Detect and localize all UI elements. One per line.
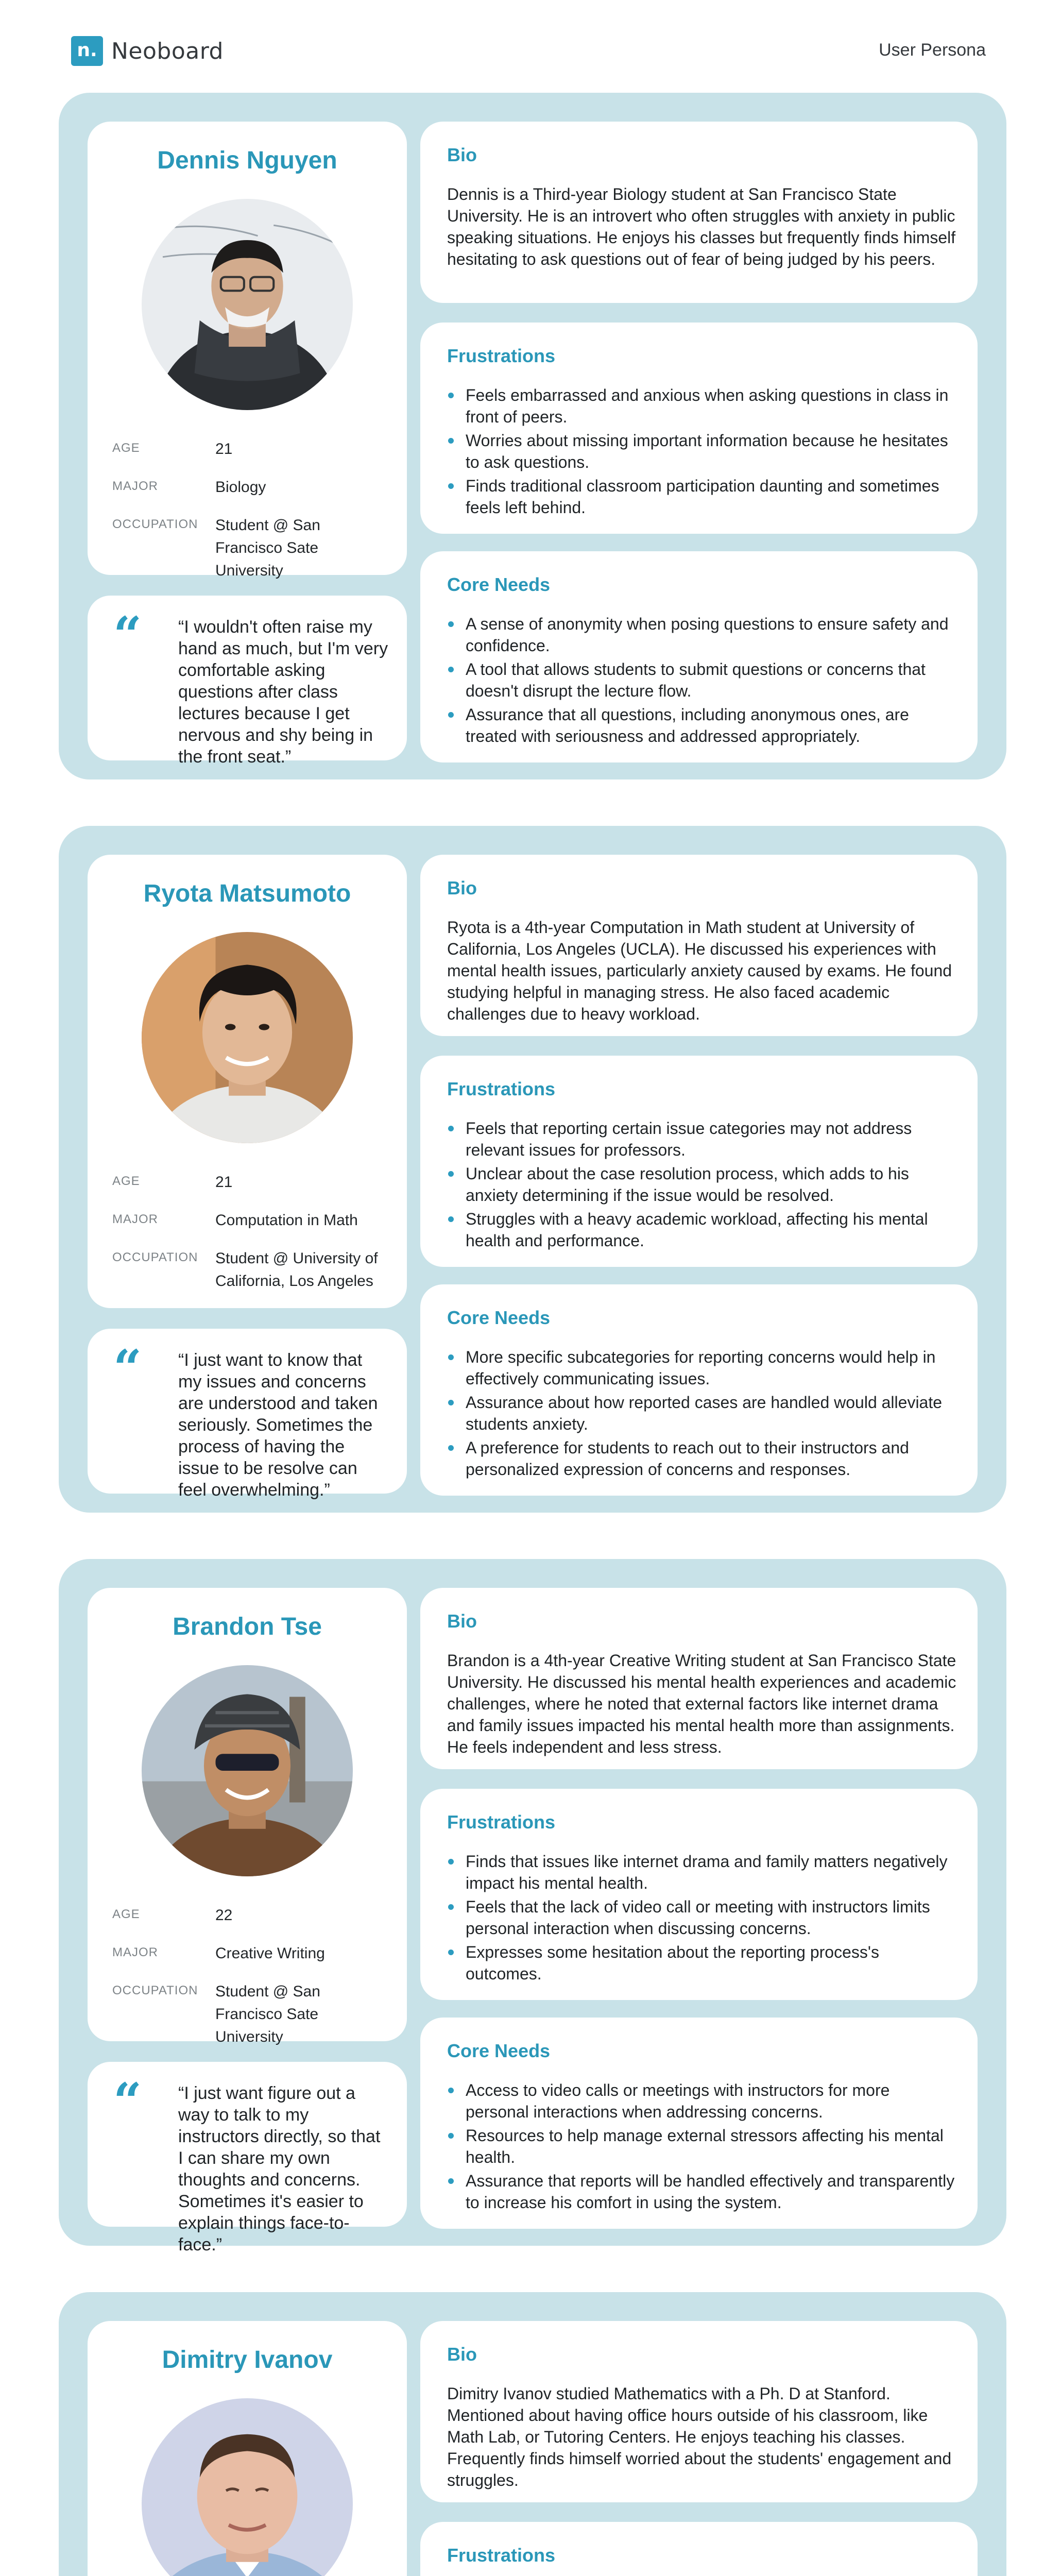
bio-card: [420, 122, 978, 303]
logo-mark-icon: n.: [71, 36, 103, 66]
frustrations-list: [447, 1117, 957, 1253]
neoboard-logo[interactable]: [71, 36, 224, 66]
quote-card: [88, 1329, 407, 1500]
persona-name: Brandon Tse: [173, 1613, 322, 1640]
persona-name: Ryota Matsumoto: [143, 880, 351, 907]
bio-card: [420, 855, 978, 1036]
bio-heading: Bio: [447, 2344, 477, 2365]
core-needs-card: [420, 2018, 978, 2229]
frustrations-list: [447, 1851, 957, 1987]
frustrations-card: [420, 1789, 978, 2000]
frustrations-card: [420, 1056, 978, 1267]
age-label: AGE: [112, 441, 140, 455]
bio-text: Dimitry Ivanov studied Mathematics with a Ph. D at Stanford. Mentioned about having office hours outside of his classroom, like Math Lab, or Tutoring Centers. He enjoys teaching his classes. Frequently finds himself worried about the students' engagement and struggles.: [447, 2384, 952, 2489]
avatar-photo: [142, 199, 353, 410]
list-item: Finds that issues like internet drama and family matters negatively impact his mental health.: [447, 1851, 957, 1894]
age-label: AGE: [112, 1907, 140, 1921]
logo-text: Neoboard: [111, 38, 224, 64]
core-needs-list: [447, 613, 957, 749]
list-item: Finds traditional classroom participation daunting and sometimes feels left behind.: [447, 475, 957, 518]
persona-panel-ryota: [59, 826, 1006, 1513]
age-value: 21: [215, 440, 233, 457]
persona-facts: [112, 1171, 390, 1308]
core-needs-card: [420, 1284, 978, 1496]
avatar-photo: [142, 2398, 353, 2576]
list-item: More specific subcategories for reporting concerns would help in effectively communicating issues.: [447, 1346, 957, 1389]
occupation-value: Student @ San Francisco Sate University: [215, 1983, 320, 2045]
persona-facts: [112, 1904, 390, 2064]
frustrations-card: [420, 2522, 978, 2576]
profile-card: [88, 122, 407, 579]
page-label: User Persona: [879, 40, 986, 60]
major-value: Creative Writing: [215, 1945, 325, 1962]
list-item: Unclear about the case resolution process, which adds to his anxiety determining if the issue would be resolved.: [447, 1163, 957, 1206]
persona-panel-dennis: [59, 93, 1006, 779]
profile-card: [88, 2321, 407, 2576]
age-value: 22: [215, 1907, 233, 1924]
list-item: Resources to help manage external stressors affecting his mental health.: [447, 2125, 957, 2168]
core-needs-heading: Core Needs: [447, 574, 551, 595]
list-item: Assurance about how reported cases are handled would alleviate students anxiety.: [447, 1392, 957, 1435]
avatar-photo: [142, 932, 353, 1143]
bio-text: Ryota is a 4th-year Computation in Math student at University of California, Los Angeles (UCLA). He discussed his experiences with mental health issues, particularly anxiety caused by exams. He found studying helpful in managing stress. He also faced academic challenges due to heavy workload.: [447, 918, 952, 1023]
quote-icon: “: [113, 2072, 142, 2130]
core-needs-heading: Core Needs: [447, 2040, 551, 2061]
list-item: Access to video calls or meetings with instructors for more personal interactions when addressing concerns.: [447, 2079, 957, 2123]
quote-icon: “: [113, 1339, 142, 1397]
top-header: [0, 0, 1061, 93]
core-needs-list: [447, 2079, 957, 2215]
bio-card: [420, 1588, 978, 1769]
persona-facts: [112, 438, 390, 598]
occupation-label: OCCUPATION: [112, 1984, 198, 1997]
list-item: Feels embarrassed and anxious when asking questions in class in front of peers.: [447, 384, 957, 428]
bio-text: Dennis is a Third-year Biology student at San Francisco State University. He is an introvert who often struggles with anxiety in public speaking situations. He enjoys his classes but frequently finds himself hesitating to ask questions out of fear of being judged by his peers.: [447, 185, 956, 268]
major-label: MAJOR: [112, 479, 158, 493]
list-item: Assurance that all questions, including anonymous ones, are treated with seriousness and addressed appropriately.: [447, 704, 957, 747]
frustrations-list: [447, 384, 957, 520]
major-label: MAJOR: [112, 1945, 158, 1959]
persona-panel-dimitry: [59, 2292, 1006, 2576]
list-item: Assurance that reports will be handled effectively and transparently to increase his comfort in using the system.: [447, 2170, 957, 2213]
core-needs-card: [420, 551, 978, 762]
age-value: 21: [215, 1174, 233, 1191]
avatar-photo: [142, 1665, 353, 1876]
major-value: Computation in Math: [215, 1212, 358, 1229]
list-item: A tool that allows students to submit questions or concerns that doesn't disrupt the lecture flow.: [447, 658, 957, 702]
list-item: Struggles with a heavy academic workload, affecting his mental health and performance.: [447, 1208, 957, 1251]
persona-name: Dimitry Ivanov: [162, 2346, 333, 2374]
frustrations-heading: Frustrations: [447, 1078, 556, 1099]
frustrations-heading: Frustrations: [447, 345, 556, 366]
list-item: Feels that reporting certain issue categories may not address relevant issues for professors.: [447, 1117, 957, 1161]
occupation-label: OCCUPATION: [112, 517, 198, 531]
frustrations-heading: Frustrations: [447, 2545, 556, 2566]
list-item: A sense of anonymity when posing questions to ensure safety and confidence.: [447, 613, 957, 656]
list-item: Expresses some hesitation about the reporting process's outcomes.: [447, 1941, 957, 1985]
persona-panel-brandon: [59, 1559, 1006, 2255]
occupation-value: Student @ San Francisco Sate University: [215, 517, 320, 579]
quote-icon: “: [113, 606, 142, 664]
frustrations-card: [420, 323, 978, 534]
quote-text: “I just want figure out a way to talk to my instructors directly, so that I can share my own thoughts and concerns. Sometimes it's easier to explain things face-to-face.”: [178, 2083, 381, 2255]
occupation-label: OCCUPATION: [112, 1250, 198, 1264]
quote-text: “I just want to know that my issues and concerns are understood and taken seriously. Sometimes the process of having the issue to be resolve can feel overwhelming.”: [178, 1350, 378, 1500]
persona-name: Dennis Nguyen: [157, 147, 337, 174]
age-label: AGE: [112, 1174, 140, 1188]
bio-heading: Bio: [447, 1611, 477, 1632]
core-needs-list: [447, 1346, 957, 1482]
profile-card: [88, 855, 407, 1308]
quote-card: [88, 596, 407, 767]
profile-card: [88, 1588, 407, 2045]
list-item: A preference for students to reach out to their instructors and personalized expression of concerns and responses.: [447, 1437, 957, 1480]
quote-card: [88, 2062, 407, 2255]
bio-text: Brandon is a 4th-year Creative Writing student at San Francisco State University. He discussed his mental health experiences and academic challenges, where he noted that external factors like internet drama and family issues impacted his mental health more than assignments. He feels independent and less stress.: [447, 1651, 956, 1756]
quote-text: “I wouldn't often raise my hand as much, but I'm very comfortable asking questions after class lectures because I get nervous and shy being in the front seat.”: [178, 617, 388, 767]
major-value: Biology: [215, 479, 266, 496]
major-label: MAJOR: [112, 1212, 158, 1226]
bio-heading: Bio: [447, 144, 477, 165]
frustrations-heading: Frustrations: [447, 1811, 556, 1833]
occupation-value: Student @ University of California, Los Angeles: [215, 1250, 378, 1290]
bio-heading: Bio: [447, 877, 477, 899]
list-item: Feels that the lack of video call or meeting with instructors limits personal interaction when discussing concerns.: [447, 1896, 957, 1939]
core-needs-heading: Core Needs: [447, 1307, 551, 1328]
bio-card: [420, 2321, 978, 2502]
list-item: Worries about missing important information because he hesitates to ask questions.: [447, 430, 957, 473]
